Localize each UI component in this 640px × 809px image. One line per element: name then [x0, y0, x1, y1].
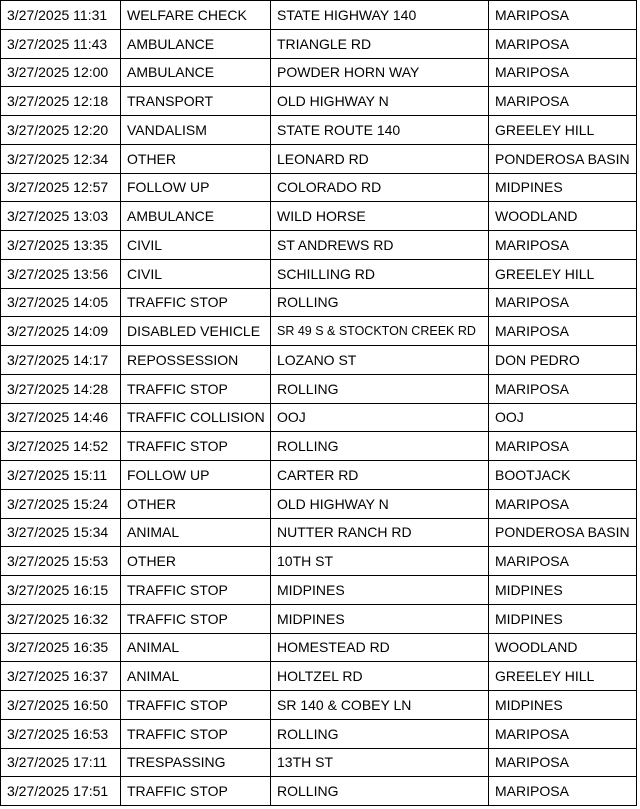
area-cell: MIDPINES	[489, 576, 637, 605]
location-cell: TRIANGLE RD	[271, 29, 489, 58]
area-cell: BOOTJACK	[489, 461, 637, 490]
location-cell: WILD HORSE	[271, 202, 489, 231]
call-type-cell: TRAFFIC COLLISION	[121, 403, 271, 432]
table-row	[1, 777, 637, 806]
location-cell: ROLLING	[271, 719, 489, 748]
location-cell: OOJ	[271, 403, 489, 432]
datetime-cell: 3/27/2025 14:17	[1, 346, 121, 375]
table-row	[1, 489, 637, 518]
table-row	[1, 691, 637, 720]
call-type-cell: TRAFFIC STOP	[121, 777, 271, 806]
area-cell: MIDPINES	[489, 604, 637, 633]
datetime-cell: 3/27/2025 14:28	[1, 374, 121, 403]
datetime-cell: 3/27/2025 14:52	[1, 432, 121, 461]
location-cell: HOMESTEAD RD	[271, 633, 489, 662]
location-cell: 13TH ST	[271, 748, 489, 777]
location-cell: ROLLING	[271, 374, 489, 403]
table-row	[1, 719, 637, 748]
location-cell: MIDPINES	[271, 576, 489, 605]
area-cell: DON PEDRO	[489, 346, 637, 375]
area-cell: MARIPOSA	[489, 1, 637, 30]
area-cell: MARIPOSA	[489, 231, 637, 260]
datetime-cell: 3/27/2025 17:11	[1, 748, 121, 777]
area-cell: GREELEY HILL	[489, 259, 637, 288]
datetime-cell: 3/27/2025 17:51	[1, 777, 121, 806]
datetime-cell: 3/27/2025 13:35	[1, 231, 121, 260]
call-type-cell: AMBULANCE	[121, 58, 271, 87]
datetime-cell: 3/27/2025 16:50	[1, 691, 121, 720]
table-row	[1, 259, 637, 288]
table-row	[1, 173, 637, 202]
datetime-cell: 3/27/2025 16:35	[1, 633, 121, 662]
table-row	[1, 346, 637, 375]
datetime-cell: 3/27/2025 16:37	[1, 662, 121, 691]
call-type-cell: TRAFFIC STOP	[121, 432, 271, 461]
location-cell: SR 49 S & STOCKTON CREEK RD	[271, 317, 489, 346]
call-type-cell: OTHER	[121, 547, 271, 576]
area-cell: MARIPOSA	[489, 288, 637, 317]
table-row	[1, 748, 637, 777]
call-type-cell: REPOSSESSION	[121, 346, 271, 375]
area-cell: OOJ	[489, 403, 637, 432]
table-row	[1, 87, 637, 116]
call-type-cell: TRAFFIC STOP	[121, 288, 271, 317]
location-cell: 10TH ST	[271, 547, 489, 576]
call-type-cell: DISABLED VEHICLE	[121, 317, 271, 346]
datetime-cell: 3/27/2025 13:03	[1, 202, 121, 231]
table-row	[1, 374, 637, 403]
datetime-cell: 3/27/2025 12:00	[1, 58, 121, 87]
call-type-cell: AMBULANCE	[121, 29, 271, 58]
table-row	[1, 58, 637, 87]
area-cell: MARIPOSA	[489, 547, 637, 576]
call-type-cell: VANDALISM	[121, 116, 271, 145]
call-log-body	[1, 1, 637, 806]
datetime-cell: 3/27/2025 15:53	[1, 547, 121, 576]
location-cell: COLORADO RD	[271, 173, 489, 202]
area-cell: MARIPOSA	[489, 317, 637, 346]
datetime-cell: 3/27/2025 14:09	[1, 317, 121, 346]
datetime-cell: 3/27/2025 11:31	[1, 1, 121, 30]
datetime-cell: 3/27/2025 14:46	[1, 403, 121, 432]
call-type-cell: CIVIL	[121, 231, 271, 260]
table-row	[1, 461, 637, 490]
table-row	[1, 1, 637, 30]
area-cell: PONDEROSA BASIN	[489, 518, 637, 547]
table-row	[1, 288, 637, 317]
area-cell: GREELEY HILL	[489, 116, 637, 145]
table-row	[1, 144, 637, 173]
location-cell: LEONARD RD	[271, 144, 489, 173]
area-cell: PONDEROSA BASIN	[489, 144, 637, 173]
table-row	[1, 432, 637, 461]
datetime-cell: 3/27/2025 12:20	[1, 116, 121, 145]
area-cell: MARIPOSA	[489, 432, 637, 461]
datetime-cell: 3/27/2025 14:05	[1, 288, 121, 317]
area-cell: MARIPOSA	[489, 777, 637, 806]
location-cell: STATE HIGHWAY 140	[271, 1, 489, 30]
location-cell: OLD HIGHWAY N	[271, 489, 489, 518]
area-cell: MARIPOSA	[489, 374, 637, 403]
table-row	[1, 518, 637, 547]
call-type-cell: TRAFFIC STOP	[121, 691, 271, 720]
call-type-cell: ANIMAL	[121, 662, 271, 691]
table-row	[1, 403, 637, 432]
location-cell: HOLTZEL RD	[271, 662, 489, 691]
datetime-cell: 3/27/2025 16:32	[1, 604, 121, 633]
location-cell: ROLLING	[271, 432, 489, 461]
call-type-cell: TRAFFIC STOP	[121, 604, 271, 633]
area-cell: MIDPINES	[489, 691, 637, 720]
call-type-cell: FOLLOW UP	[121, 461, 271, 490]
table-row	[1, 202, 637, 231]
area-cell: MARIPOSA	[489, 719, 637, 748]
datetime-cell: 3/27/2025 12:34	[1, 144, 121, 173]
area-cell: MARIPOSA	[489, 58, 637, 87]
table-row	[1, 576, 637, 605]
datetime-cell: 3/27/2025 12:18	[1, 87, 121, 116]
call-type-cell: TRAFFIC STOP	[121, 576, 271, 605]
table-row	[1, 231, 637, 260]
table-row	[1, 633, 637, 662]
location-cell: SCHILLING RD	[271, 259, 489, 288]
call-type-cell: OTHER	[121, 489, 271, 518]
table-row	[1, 29, 637, 58]
datetime-cell: 3/27/2025 16:15	[1, 576, 121, 605]
location-cell: POWDER HORN WAY	[271, 58, 489, 87]
call-type-cell: FOLLOW UP	[121, 173, 271, 202]
area-cell: MARIPOSA	[489, 87, 637, 116]
datetime-cell: 3/27/2025 15:24	[1, 489, 121, 518]
table-row	[1, 604, 637, 633]
area-cell: MIDPINES	[489, 173, 637, 202]
table-row	[1, 547, 637, 576]
location-cell: NUTTER RANCH RD	[271, 518, 489, 547]
area-cell: MARIPOSA	[489, 489, 637, 518]
area-cell: WOODLAND	[489, 633, 637, 662]
location-cell: OLD HIGHWAY N	[271, 87, 489, 116]
location-cell: ROLLING	[271, 777, 489, 806]
location-cell: STATE ROUTE 140	[271, 116, 489, 145]
datetime-cell: 3/27/2025 12:57	[1, 173, 121, 202]
location-cell: MIDPINES	[271, 604, 489, 633]
call-type-cell: TRAFFIC STOP	[121, 374, 271, 403]
datetime-cell: 3/27/2025 11:43	[1, 29, 121, 58]
location-cell: CARTER RD	[271, 461, 489, 490]
location-cell: ROLLING	[271, 288, 489, 317]
call-type-cell: TRAFFIC STOP	[121, 719, 271, 748]
location-cell: SR 140 & COBEY LN	[271, 691, 489, 720]
datetime-cell: 3/27/2025 16:53	[1, 719, 121, 748]
datetime-cell: 3/27/2025 15:11	[1, 461, 121, 490]
call-type-cell: ANIMAL	[121, 518, 271, 547]
datetime-cell: 3/27/2025 13:56	[1, 259, 121, 288]
call-type-cell: CIVIL	[121, 259, 271, 288]
call-type-cell: WELFARE CHECK	[121, 1, 271, 30]
table-row	[1, 662, 637, 691]
location-cell: ST ANDREWS RD	[271, 231, 489, 260]
table-row	[1, 116, 637, 145]
area-cell: WOODLAND	[489, 202, 637, 231]
call-type-cell: ANIMAL	[121, 633, 271, 662]
area-cell: GREELEY HILL	[489, 662, 637, 691]
call-type-cell: OTHER	[121, 144, 271, 173]
call-type-cell: AMBULANCE	[121, 202, 271, 231]
area-cell: MARIPOSA	[489, 748, 637, 777]
call-type-cell: TRANSPORT	[121, 87, 271, 116]
call-type-cell: TRESPASSING	[121, 748, 271, 777]
table-row	[1, 317, 637, 346]
location-cell: LOZANO ST	[271, 346, 489, 375]
datetime-cell: 3/27/2025 15:34	[1, 518, 121, 547]
area-cell: MARIPOSA	[489, 29, 637, 58]
